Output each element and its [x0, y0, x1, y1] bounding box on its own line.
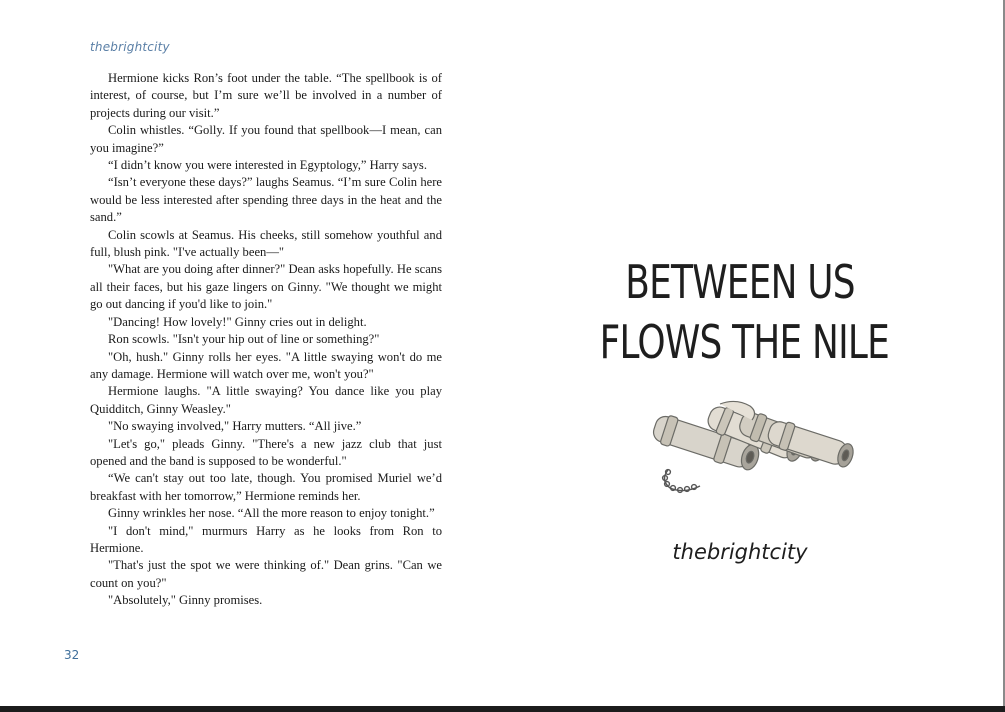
paragraph: Ron scowls. "Isn't your hip out of line or something?"	[108, 332, 380, 347]
paragraph: “We can't stay out too late, though. You promised Muriel we’d breakfast with her tomorrow,” Hermione reminds her.	[90, 471, 442, 503]
cover-author: thebrightcity	[672, 540, 808, 564]
paragraph: "No swaying involved," Harry mutters. “All jive.”	[108, 419, 362, 434]
paragraph: “Isn’t everyone these days?” laughs Seamus. “I’m sure Colin here would be less interested after spending three days in the heat and the sand.”	[90, 175, 442, 225]
book-title-line-1: BETWEEN US	[625, 255, 855, 309]
paragraph: "Oh, hush." Ginny rolls her eyes. "A little swaying won't do me any damage. Hermione will watch over me, won't you?"	[90, 349, 442, 381]
paragraph: Colin scowls at Seamus. His cheeks, still somehow youthful and full, blush pink. "I've actually been—"	[90, 227, 442, 260]
paragraph: "I don't mind," murmurs Harry as he looks from Ron to Hermione.	[90, 523, 442, 555]
paragraph: “I didn’t know you were interested in Egyptology,” Harry says.	[108, 158, 427, 173]
paragraph: Colin whistles. “Golly. If you found that spellbook—I mean, can you imagine?”	[90, 123, 442, 155]
paragraph: Ginny wrinkles her nose. “All the more reason to enjoy tonight.”	[108, 506, 435, 521]
book-title-line-2: FLOWS THE NILE	[599, 315, 889, 369]
paragraph: "That's just the spot we were thinking of." Dean grins. "Can we count on you?"	[90, 558, 442, 590]
papyrus-scrolls-icon	[640, 398, 855, 498]
paragraph: "Let's go," pleads Ginny. "There's a new jazz club that just opened and the band is supposed to be wonderful."	[90, 436, 442, 468]
paragraph: "What are you doing after dinner?" Dean asks hopefully. He scans all their faces, but his gaze lingers on Ginny. "We thought we might go out dancing if you'd like to join."	[90, 262, 442, 312]
paragraph: Hermione kicks Ron’s foot under the table. “The spellbook is of interest, of course, but I’m sure we’ll be involved in a number of projects during our visit.”	[90, 71, 442, 120]
paragraph: Hermione laughs. "A little swaying? You dance like you play Quidditch, Ginny Weasley."	[90, 384, 442, 416]
running-header-author: thebrightcity	[90, 40, 170, 54]
page-number: 32	[64, 648, 80, 662]
book-title	[599, 252, 889, 372]
paragraph: "Absolutely," Ginny promises.	[108, 593, 263, 608]
paragraph: "Dancing! How lovely!" Ginny cries out in delight.	[108, 314, 367, 329]
story-text	[90, 70, 442, 610]
page-edge-bottom	[0, 706, 1005, 712]
